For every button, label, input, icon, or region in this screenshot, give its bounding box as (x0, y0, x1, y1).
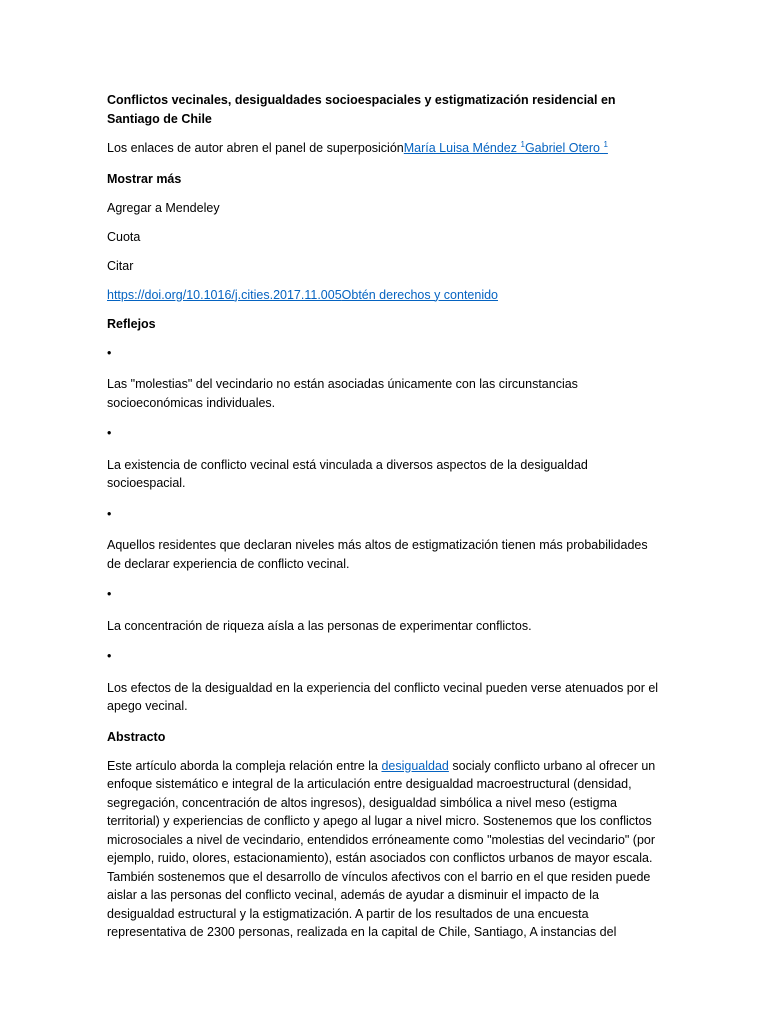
bullet-4: • (107, 587, 112, 601)
highlight-item-5: Los efectos de la desigualdad en la experiencia del conflicto vecinal pueden verse atenuados por el apego vecinal. (107, 680, 659, 713)
highlight-item-3: Aquellos residentes que declaran niveles más altos de estigmatización tienen más probabilidades de declarar experiencia de conflicto vecinal. (107, 538, 648, 571)
highlight-item-1: Las "molestias" del vecindario no están asociadas únicamente con las circunstancias socioeconómicas individuales. (107, 377, 578, 410)
abstract-text: Este artículo aborda la compleja relación entre la desigualdad socialy conflicto urbano al ofrecer un enfoque sistemático e integral de la articulación entre desigualdad macroestructural (densidad, segregación, concentración de altos ingresos), desigualdad simbólica a nivel meso (estigma territorial) y experiencias de conflicto y apego al lugar a nivel micro. Sostenemos que los conflictos microsociales a nivel de vecindario, entendidos erróneamente como "molestias del vecindario" (por ejemplo, ruido, olores, estacionamiento), están asociados con conflictos urbanos de mayor escala. También sostenemos que el desarrollo de vínculos afectivos con el barrio en el que residen puede aislar a las personas del conflicto vecinal, además de ayudar a disminuir el impacto de la desigualdad estructural y la estigmatización. A partir de los resultados de una encuesta representativa de 2300 personas, realizada en la capital de Chile, Santiago, A instancias del (107, 758, 656, 939)
bullet-1: • (107, 345, 112, 360)
author-link-mendez[interactable]: María Luisa Méndez $^1$ (403, 139, 525, 155)
cite-button[interactable]: Citar (107, 258, 134, 273)
author-links-note: Los enlaces de autor abren el panel de superposición (107, 141, 404, 155)
author-line (107, 139, 663, 158)
rights-link[interactable]: Obtén derechos y contenido (341, 287, 499, 302)
doi-line (107, 286, 663, 305)
article-title: Conflictos vecinales, desigualdades socioespaciales y estigmatización residencial en Santiago de Chile (107, 93, 616, 126)
inequality-link[interactable]: desigualdad (381, 758, 449, 773)
bullet-3: • (107, 506, 112, 521)
share-button[interactable]: Cuota (107, 229, 141, 244)
highlights-heading: Reflejos (107, 316, 156, 331)
highlight-item-4: La concentración de riqueza aísla a las personas de experimentar conflictos. (107, 618, 532, 633)
doi-link[interactable]: https://doi.org/10.1016/j.cities.2017.11.005 (107, 287, 342, 302)
add-mendeley-button[interactable]: Agregar a Mendeley (107, 200, 220, 215)
bullet-5: • (107, 649, 112, 663)
bullet-2: • (107, 426, 112, 440)
document-page (107, 91, 663, 942)
show-more-button[interactable]: Mostrar más (107, 171, 182, 186)
abstract-heading: Abstracto (107, 729, 166, 744)
highlight-item-2: La existencia de conflicto vecinal está vinculada a diversos aspectos de la desigualdad socioespacial. (107, 457, 588, 490)
author-link-otero[interactable]: Gabriel Otero $^1$ (524, 139, 608, 155)
